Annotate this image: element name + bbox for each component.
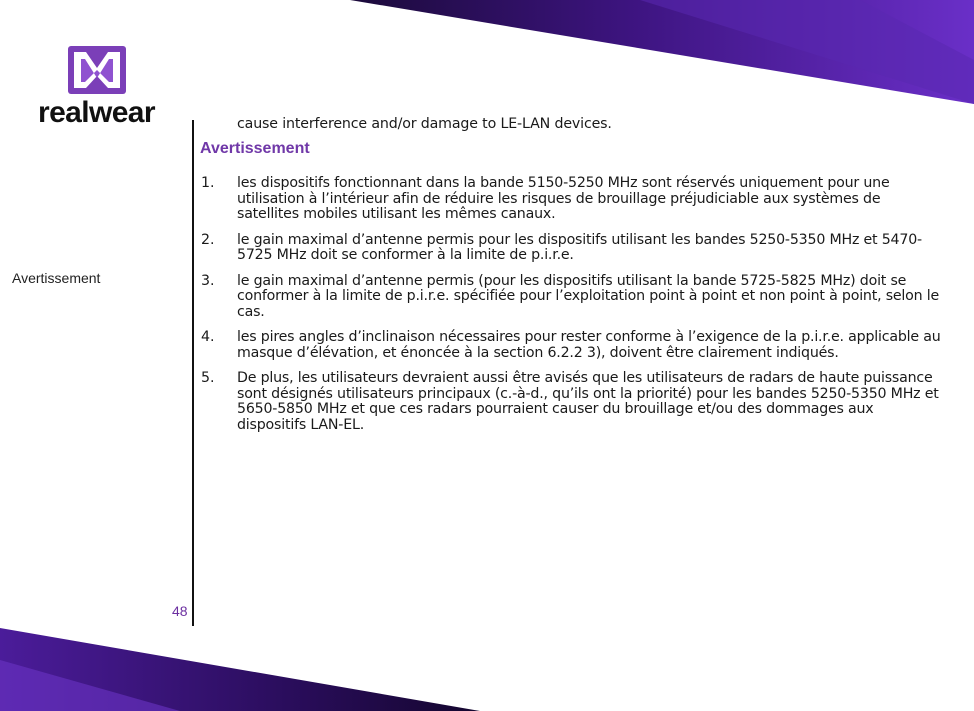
warning-list	[201, 176, 941, 443]
list-item-number: 3.	[201, 272, 215, 289]
list-item	[201, 330, 941, 361]
list-item-text: le gain maximal d’antenne permis (pour les dispositifs utilisant la bande 5725-5825 MHz) doit se conformer à la limite de p.i.r.e. spécifiée pour l’exploitation point à point et non point à point, selon le cas.	[237, 272, 940, 320]
list-item	[201, 274, 941, 321]
list-item	[201, 371, 941, 433]
lead-text: cause interference and/or damage to LE-LAN devices.	[237, 116, 612, 132]
list-item-text: les dispositifs fonctionnant dans la bande 5150-5250 MHz sont réservés uniquement pour une utilisation à l’intérieur afin de réduire les risques de brouillage préjudiciable aux systèmes de satellites mobiles utilisant les mêmes canaux.	[237, 175, 890, 222]
list-item-text: le gain maximal d’antenne permis pour les dispositifs utilisant les bandes 5250-5350 MHz et 5470-5725 MHz doit se conformer à la limite de p.i.r.e.	[237, 231, 922, 263]
brand-wordmark: realwear	[38, 96, 155, 129]
list-item-number: 1.	[201, 175, 215, 191]
section-heading: Avertissement	[200, 140, 310, 157]
list-item-number: 4.	[201, 329, 215, 345]
side-label: Avertissement	[12, 270, 101, 286]
vertical-divider	[192, 120, 194, 626]
list-item	[201, 233, 941, 264]
list-item-text: De plus, les utilisateurs devraient aussi être avisés que les utilisateurs de radars de haute puissance sont désignés utilisateurs principaux (c.-à-d., qu’ils ont la priorité) pour les bandes 5250-5350 MHz et 5650-5850 MHz et que ces radars pourraient causer du brouillage et/ou des dommages aux dispositifs LAN-EL.	[237, 370, 939, 433]
list-item-number: 5.	[201, 370, 215, 386]
page-number: 48	[172, 603, 188, 619]
list-item-number: 2.	[201, 231, 215, 248]
list-item	[201, 176, 941, 223]
list-item-text: les pires angles d’inclinaison nécessaires pour rester conforme à l’exigence de la p.i.r.e. applicable au masque d’élévation, et énoncée à la section 6.2.2 3), doivent être clairement indiqués.	[237, 329, 941, 361]
realwear-logo-icon	[68, 46, 126, 94]
